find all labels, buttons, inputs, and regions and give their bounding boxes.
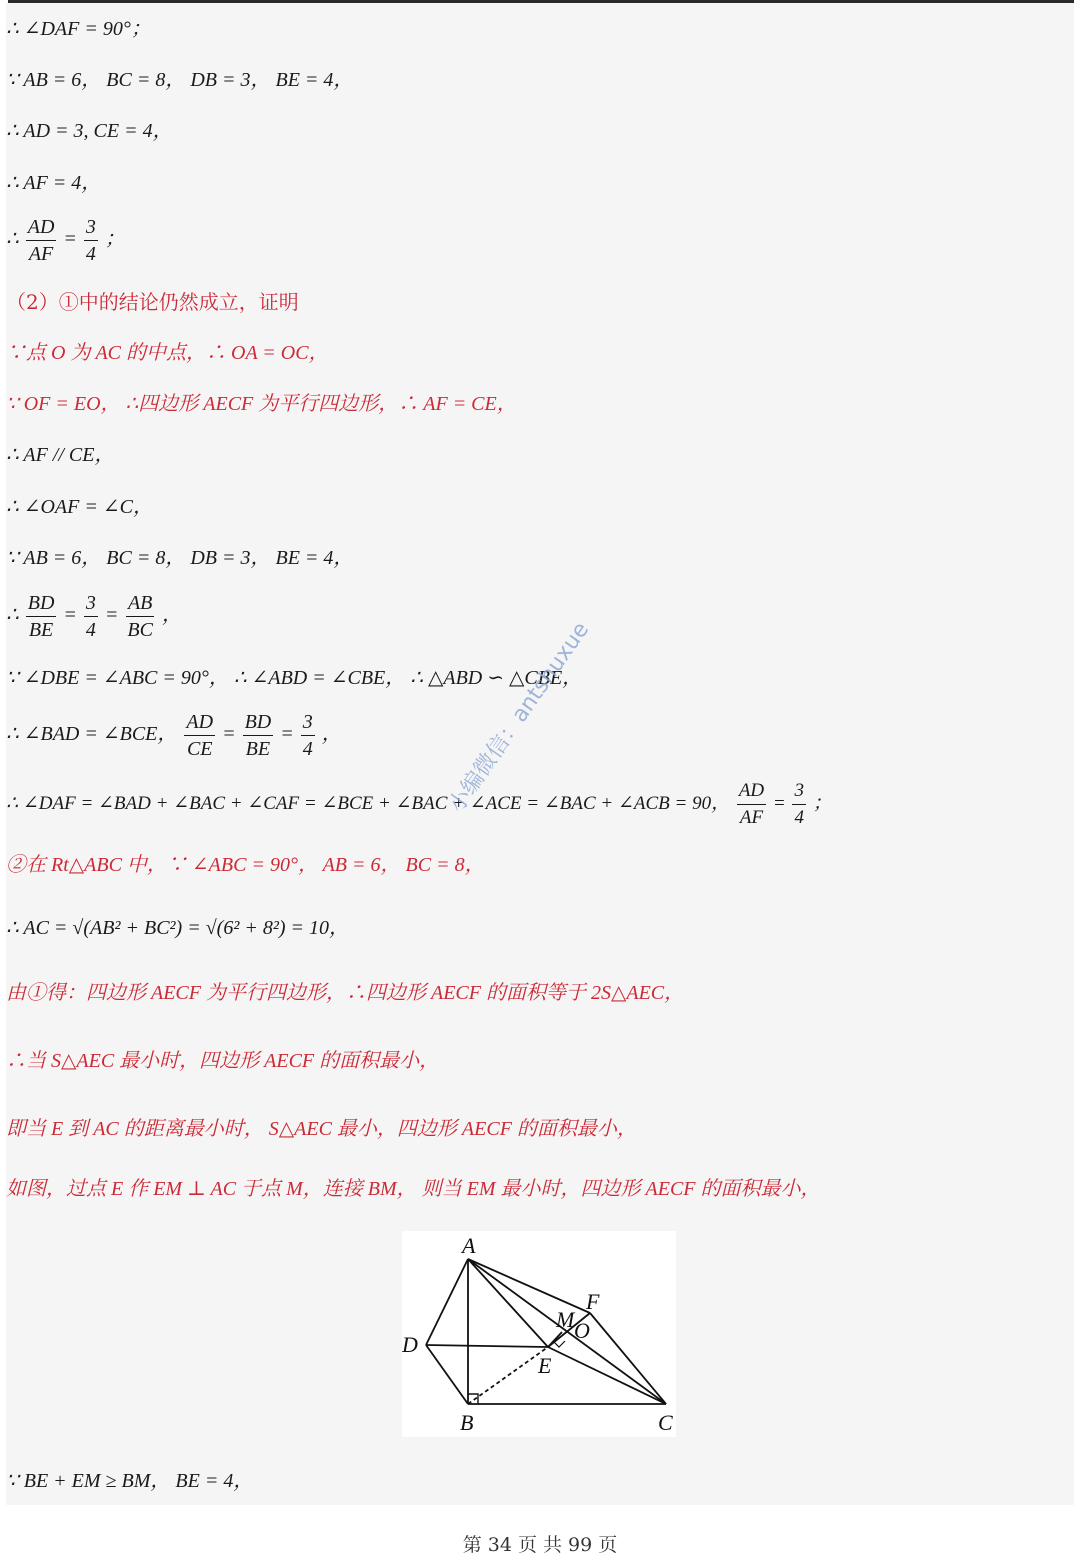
text-line: （2）①中的结论仍然成立，证明 (6, 290, 299, 314)
fraction (737, 778, 766, 831)
segment-de (426, 1345, 548, 1347)
line-prefix: ∴ ∠BAD = ∠BCE， (6, 723, 178, 746)
label-d: D (402, 1332, 418, 1357)
text-line: ∴ AC = √(AB² + BC²) = √(6² + 8²) = 10， (6, 917, 349, 939)
fraction (184, 709, 215, 762)
fraction (84, 214, 98, 267)
line-prefix: ∴ (6, 604, 19, 627)
denominator: AF (739, 807, 764, 828)
text-line: ∴ AF // CE， (6, 444, 115, 466)
line-suffix: ， (161, 604, 182, 627)
text-line: ∴当 S△AEC 最小时，四边形 AECF 的面积最小， (6, 1050, 440, 1072)
numerator: AD (184, 709, 215, 736)
numerator: 3 (84, 214, 98, 241)
numerator: BD (26, 590, 57, 617)
numerator: AB (126, 590, 154, 617)
equals: = (772, 792, 786, 814)
geometry-diagram (402, 1231, 676, 1437)
denominator: 4 (302, 738, 313, 760)
line-prefix: ∴ (6, 228, 19, 251)
label-m: M (556, 1307, 575, 1332)
text-line: ∴ ∠DAF = 90°； (6, 18, 151, 40)
label-b: B (460, 1410, 474, 1435)
watermark: 小编微信：antshuxue (444, 617, 595, 818)
fraction-line (6, 778, 832, 831)
fraction (125, 590, 155, 643)
numerator: 3 (301, 709, 315, 736)
equals: = (104, 604, 119, 627)
equals: = (222, 723, 236, 746)
line-suffix: ； (104, 228, 125, 251)
denominator: 4 (85, 619, 96, 641)
segment-af (468, 1259, 590, 1313)
denominator: BC (127, 619, 153, 641)
equals: = (63, 228, 77, 251)
segment-ec (548, 1347, 666, 1404)
denominator: BE (28, 619, 54, 641)
text-line: ∵ BE + EM ≥ BM， BE = 4， (6, 1470, 254, 1492)
fraction (792, 778, 806, 831)
fraction (243, 709, 274, 762)
segment-ae (468, 1259, 548, 1347)
text-line: ②在 Rt△ABC 中，∵ ∠ABC = 90°， AB = 6， BC = 8， (6, 854, 485, 876)
segment-em (548, 1332, 562, 1347)
text-line: ∵ ∠DBE = ∠ABC = 90°， ∴ ∠ABD = ∠CBE， ∴ △ABD ∽ △CBE， (6, 667, 583, 689)
text-line: ∴ AD = 3, CE = 4， (6, 120, 173, 142)
numerator: AD (26, 214, 57, 241)
text-line: ∵ AB = 6， BC = 8， DB = 3， BE = 4， (6, 547, 354, 569)
text-line: 如图，过点 E 作 EM ⊥ AC 于点 M，连接 BM， 则当 EM 最小时，四边形 AECF 的面积最小， (6, 1178, 821, 1200)
fraction-line (6, 709, 342, 762)
fraction-line (6, 214, 125, 267)
fraction (84, 590, 98, 643)
line-suffix: ； (812, 792, 832, 814)
equals: = (63, 604, 77, 627)
line-suffix: ， (321, 723, 342, 746)
geometry-figure (402, 1231, 676, 1437)
fraction-line (6, 590, 182, 643)
label-c: C (658, 1410, 673, 1435)
label-a: A (462, 1233, 476, 1258)
segment-fc (590, 1313, 666, 1404)
denominator: 4 (794, 807, 804, 828)
fraction (26, 214, 57, 267)
fraction (301, 709, 315, 762)
label-o: O (574, 1318, 590, 1343)
text-line: ∵ AB = 6， BC = 8， DB = 3， BE = 4， (6, 69, 354, 91)
label-e: E (538, 1353, 552, 1378)
denominator: CE (186, 738, 213, 760)
denominator: BE (245, 738, 271, 760)
denominator: 4 (85, 243, 96, 265)
line-prefix: ∴ ∠DAF = ∠BAD + ∠BAC + ∠CAF = ∠BCE + ∠BAC + ∠ACE = ∠BAC + ∠ACB = 90， (6, 792, 731, 814)
numerator: AD (737, 778, 766, 805)
equals: = (280, 723, 294, 746)
page-footer: 第 34 页 共 99 页 (462, 1534, 618, 1556)
text-line: 即当 E 到 AC 的距离最小时， S△AEC 最小，四边形 AECF 的面积最小， (6, 1118, 637, 1140)
text-line: ∵ OF = EO， ∴四边形 AECF 为平行四边形，∴ AF = CE， (6, 393, 517, 415)
label-f: F (586, 1289, 600, 1314)
segment-be-dashed (468, 1347, 548, 1404)
numerator: 3 (792, 778, 806, 805)
text-line: ∴ AF = 4， (6, 172, 102, 194)
fraction (26, 590, 57, 643)
text-line: ∴ ∠OAF = ∠C， (6, 496, 153, 518)
text-line: ∵点 O 为 AC 的中点，∴ OA = OC， (6, 342, 329, 364)
numerator: 3 (84, 590, 98, 617)
segment-db (426, 1345, 468, 1404)
denominator: AF (28, 243, 54, 265)
text-line: 由①得：四边形 AECF 为平行四边形，∴四边形 AECF 的面积等于 2S△AEC， (6, 982, 685, 1004)
segment-ad (426, 1259, 468, 1345)
numerator: BD (243, 709, 274, 736)
